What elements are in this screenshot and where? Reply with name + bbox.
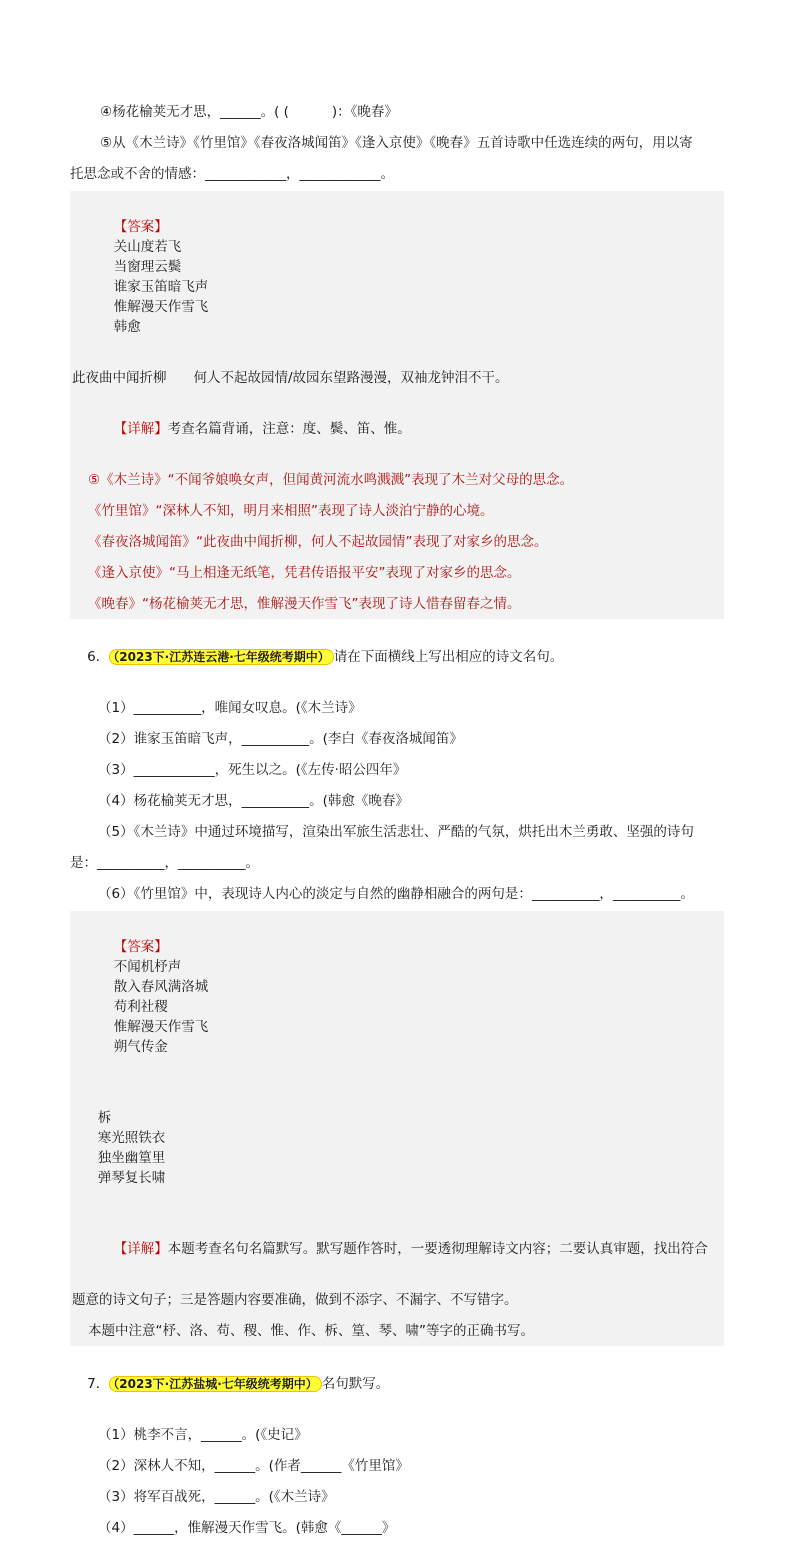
question-source-badge: （2023下·江苏盐城·七年级统考期中） — [109, 1376, 322, 1392]
detail-tag: 【详解】 — [113, 1241, 168, 1257]
q6-item: （1）__________，唯闻女叹息。(《木兰诗》 — [98, 700, 362, 716]
answer-item: 惟解漫天作雪飞 — [113, 1019, 209, 1035]
answer-line-2 — [70, 1082, 724, 1213]
q6-item: （3）____________，死生以之。(《左传·昭公四年》 — [98, 762, 407, 778]
detail-note: ⑤《木兰诗》“不闻爷娘唤女声，但闻黄河流水鸣溅溅”表现了木兰对父母的思念。 — [88, 472, 574, 488]
detail-text: 本题考查名句名篇默写。默写题作答时，一要透彻理解诗文内容；二要认真审题，找出符合 — [167, 1241, 708, 1257]
answer-item: 当窗理云鬓 — [113, 259, 182, 275]
question-6-stem — [70, 621, 724, 692]
question-7-stem — [70, 1348, 724, 1419]
detail-text: 考查名篇背诵，注意：度、鬓、笛、惟。 — [167, 421, 411, 437]
q5-item-5-b: 托思念或不舍的情感：____________，____________。 — [70, 166, 394, 182]
answer-tag: 【答案】 — [113, 939, 168, 955]
q6-item: 是：__________，__________。 — [70, 855, 259, 871]
question-stem: 请在下面横线上写出相应的诗文名句。 — [333, 649, 564, 665]
answer-tag: 【答案】 — [113, 219, 168, 235]
detail-tag: 【详解】 — [113, 421, 168, 437]
q7-item: （4）______，惟解漫天作雪飞。(韩愈《______》 — [98, 1520, 396, 1536]
answer-box-1 — [70, 191, 724, 619]
answer-item: 惟解漫天作雪飞 — [113, 299, 209, 315]
q6-item: （5）《木兰诗》中通过环境描写，渲染出军旅生活悲壮、严酷的气氛，烘托出木兰勇敢、坚强的诗句 — [98, 824, 694, 840]
answer-item: 韩愈 — [113, 319, 141, 335]
q6-item: （4）杨花榆荚无才思，__________。(韩愈《晚春》 — [98, 793, 409, 809]
answer-item: 寒光照铁衣 — [97, 1130, 166, 1146]
answer-line-1 — [70, 911, 724, 1082]
document-page — [70, 96, 724, 1543]
q7-item: （3）将军百战死，______。(《木兰诗》 — [98, 1489, 335, 1505]
answer-item: 散入春风满洛城 — [113, 979, 209, 995]
answer-item: 独坐幽篁里 — [97, 1150, 166, 1166]
answer-item: 朔气传金 — [113, 1039, 168, 1055]
detail-note: 《晚春》“杨花榆荚无才思，惟解漫天作雪飞”表现了诗人惜春留春之情。 — [88, 596, 521, 612]
question-stem: 名句默写。 — [321, 1376, 390, 1392]
answer-item: 柝 — [97, 1110, 112, 1126]
q5-item-5-a: ⑤从《木兰诗》《竹里馆》《春夜洛城闻笛》《逢入京使》《晚春》五首诗歌中任选连续的两句，用以寄 — [100, 135, 693, 151]
q6-item: （6）《竹里馆》中，表现诗人内心的淡定与自然的幽静相融合的两句是：__________，__________。 — [98, 886, 694, 902]
detail-note: 《逢入京使》“马上相逢无纸笔，凭君传语报平安”表现了对家乡的思念。 — [88, 565, 521, 581]
q7-item: （2）深林人不知，______。(作者______《竹里馆》 — [98, 1458, 409, 1474]
detail-text-note: 本题中注意“杼、洛、苟、稷、惟、作、柝、篁、琴、啸”等字的正确书写。 — [88, 1323, 534, 1339]
detail-line — [70, 393, 724, 464]
detail-note: 《春夜洛城闻笛》“此夜曲中闻折柳，何人不起故园情”表现了对家乡的思念。 — [88, 534, 548, 550]
q7-item: （1）桃李不言，______。(《史记》 — [98, 1427, 308, 1443]
q6-item: （2）谁家玉笛暗飞声，__________。(李白《春夜洛城闻笛》 — [98, 731, 463, 747]
answer-item: 不闻机杼声 — [113, 959, 182, 975]
answer-box-2 — [70, 911, 724, 1346]
question-number: 6． — [87, 649, 110, 665]
answer-item: 关山度若飞 — [113, 239, 182, 255]
detail-text-cont: 题意的诗文句子；三是答题内容要准确，做到不添字、不漏字、不写错字。 — [72, 1292, 518, 1308]
answer-item: 苟利社稷 — [113, 999, 168, 1015]
answer-item: 弹琴复长啸 — [97, 1170, 166, 1186]
question-number: 7． — [87, 1376, 110, 1392]
answer-line-1 — [70, 191, 724, 362]
answer-line-2: 此夜曲中闻折柳 何人不起故园情/故园东望路漫漫，双袖龙钟泪不干。 — [72, 370, 509, 386]
answer-item: 谁家玉笛暗飞声 — [113, 279, 209, 295]
detail-note: 《竹里馆》“深林人不知，明月来相照”表现了诗人淡泊宁静的心境。 — [88, 503, 494, 519]
q5-item-4: ④杨花榆荚无才思，______。( ( )：《晚春》 — [100, 104, 398, 120]
detail-line — [70, 1213, 724, 1284]
question-source-badge: （2023下·江苏连云港·七年级统考期中） — [109, 649, 334, 665]
